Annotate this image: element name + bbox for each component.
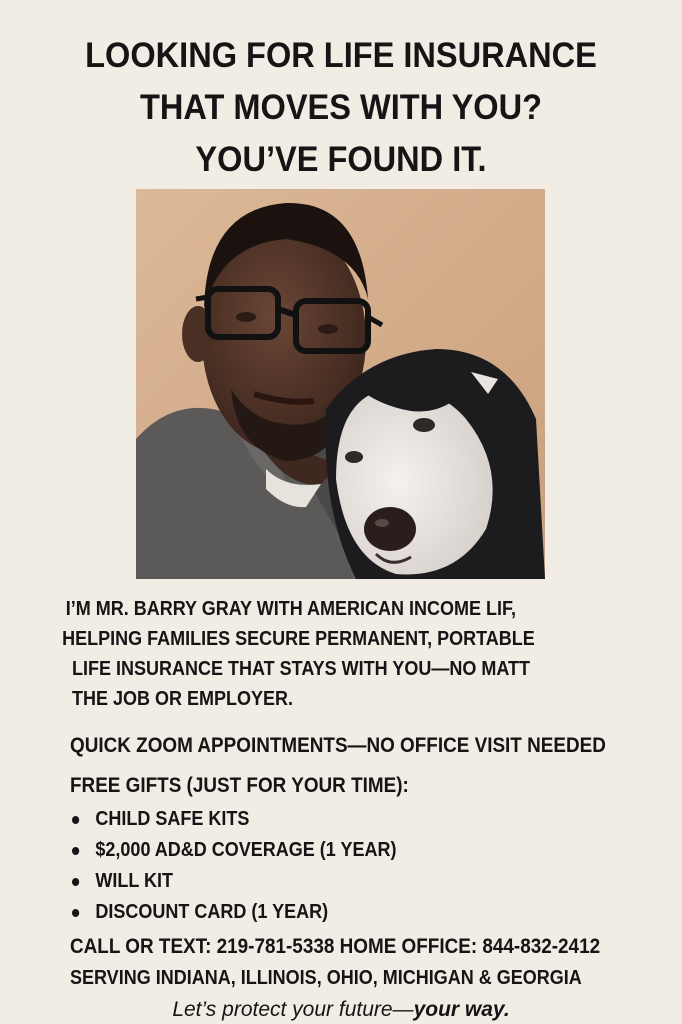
list-item	[72, 835, 396, 866]
gift-item-label: $2,000 AD&D COVERAGE (1 YEAR)	[95, 839, 397, 861]
headline-line-2: THAT MOVES WITH YOU?	[139, 88, 543, 127]
intro-line-2: HELPING FAMILIES SECURE PERMANENT, PORTABLE	[62, 628, 535, 650]
headline-line-3: YOU’VE FOUND IT.	[195, 140, 487, 179]
headline	[24, 30, 658, 186]
intro-line-1: I’M MR. BARRY GRAY WITH AMERICAN INCOME LIF,	[65, 598, 517, 620]
list-item	[72, 866, 396, 897]
tagline	[0, 996, 682, 1024]
zoom-appointments-line: QUICK ZOOM APPOINTMENTS—NO OFFICE VISIT NEEDED	[70, 734, 606, 757]
intro-line-3: LIFE INSURANCE THAT STAYS WITH YOU—NO MATT	[72, 658, 531, 680]
service-area-line: SERVING INDIANA, ILLINOIS, OHIO, MICHIGAN & GEORGIA	[70, 967, 582, 989]
free-gifts-list	[72, 804, 396, 928]
intro-line-4: THE JOB OR EMPLOYER.	[72, 688, 294, 710]
headline-line-1: LOOKING FOR LIFE INSURANCE	[85, 36, 597, 75]
man-with-husky-photo	[136, 189, 545, 579]
bullet-icon	[72, 816, 79, 824]
contact-phone-line: CALL OR TEXT: 219-781-5338 HOME OFFICE: 844-832-2412	[70, 935, 601, 958]
bullet-icon	[72, 847, 79, 855]
list-item	[72, 804, 396, 835]
list-item	[72, 897, 396, 928]
gift-item-label: DISCOUNT CARD (1 YEAR)	[95, 901, 329, 923]
tagline-emphasis: your way.	[413, 998, 510, 1021]
free-gifts-title: FREE GIFTS (JUST FOR YOUR TIME):	[70, 774, 409, 797]
bullet-icon	[72, 909, 79, 917]
bullet-icon	[72, 878, 79, 886]
tagline-regular: Let’s protect your future—	[172, 998, 414, 1021]
gift-item-label: CHILD SAFE KITS	[95, 808, 250, 830]
intro-paragraph	[0, 594, 535, 714]
gift-item-label: WILL KIT	[95, 870, 174, 892]
